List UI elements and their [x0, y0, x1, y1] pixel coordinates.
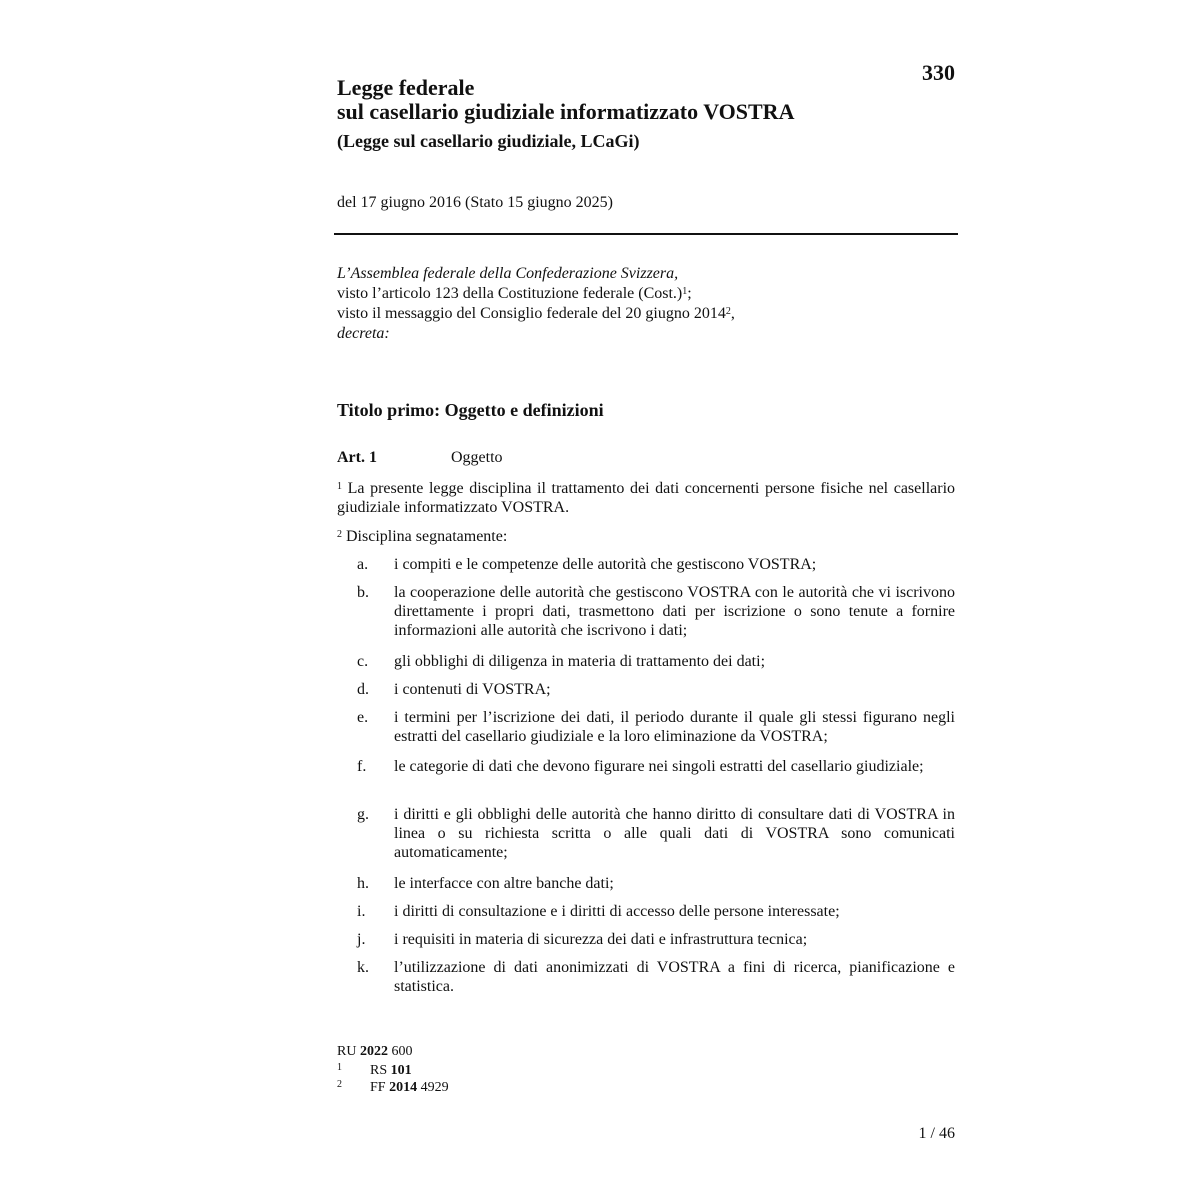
list-letter: f. [357, 758, 367, 775]
list-text: i diritti di consultazione e i diritti di accesso delle persone interessate; [394, 903, 840, 920]
footnote-text [370, 1079, 449, 1096]
document-subtitle: (Legge sul casellario giudiziale, LCaGi) [337, 131, 640, 151]
title-line-2: sul casellario giudiziale informatizzato VOSTRA [337, 99, 795, 124]
header-divider [334, 233, 958, 235]
list-item-e [357, 708, 955, 746]
list-item-i [357, 902, 955, 921]
list-item-j [357, 930, 955, 949]
footnote-prefix: RS [370, 1063, 388, 1078]
ru-reference [337, 1043, 412, 1060]
list-letter: i. [357, 903, 366, 920]
footnote-bold: 2014 [389, 1080, 418, 1095]
page-number: 1 / 46 [918, 1125, 955, 1142]
list-letter: c. [357, 653, 369, 670]
visto-1-end: ; [687, 285, 692, 302]
paragraph-text: Disciplina segnatamente: [346, 528, 508, 545]
footnote-text [370, 1062, 412, 1079]
ru-year: 2022 [359, 1044, 388, 1059]
list-letter: j. [357, 931, 366, 948]
list-text: i termini per l’iscrizione dei dati, il periodo durante il quale gli stessi figurano negli estratti del casellario giudiziale e la loro eliminazione da VOSTRA; [394, 709, 955, 745]
visto-2-end: , [730, 305, 735, 322]
footnote-1 [337, 1062, 412, 1079]
list-letter: g. [357, 806, 369, 823]
article-paragraph-2 [337, 527, 955, 546]
paragraph-number: 2 [337, 529, 342, 540]
list-letter: b. [357, 584, 369, 601]
article-heading [337, 448, 957, 468]
section-title: Titolo primo: Oggetto e definizioni [337, 400, 604, 420]
ru-page: 600 [391, 1044, 413, 1059]
paragraph-number: 1 [337, 481, 342, 492]
list-letter: h. [357, 875, 369, 892]
list-text: la cooperazione delle autorità che gestiscono VOSTRA con le autorità che vi iscrivono direttamente i propri dati, trasmettono dati per iscrizione o sono tenute a fornire informazioni alle autorità che iscrivono i dati; [394, 584, 955, 639]
list-item-a [357, 555, 955, 574]
list-letter: k. [357, 959, 369, 976]
preamble-visto-1 [337, 284, 957, 304]
preamble [337, 264, 957, 344]
document-date: del 17 giugno 2016 (Stato 15 giugno 2025) [337, 194, 613, 211]
article-title: Oggetto [451, 449, 503, 466]
document-title [337, 76, 897, 124]
list-letter: e. [357, 709, 369, 726]
visto-2-text: visto il messaggio del Consiglio federale del 20 giugno 2014 [337, 305, 726, 322]
list-text: le interfacce con altre banche dati; [394, 875, 614, 892]
list-text: gli obblighi di diligenza in materia di trattamento dei dati; [394, 653, 766, 670]
paragraph-text: La presente legge disciplina il trattamento dei dati concernenti persone fisiche nel casellario giudiziale informatizzato VOSTRA. [337, 480, 956, 516]
list-item-f [357, 757, 955, 776]
list-item-g [357, 805, 955, 862]
footnote-number: 1 [337, 1062, 342, 1073]
footnote-ref-2[interactable]: 2 [725, 306, 731, 317]
footnote-bold: 101 [390, 1063, 412, 1078]
footnote-prefix: FF [370, 1080, 386, 1095]
list-item-k [357, 958, 955, 996]
preamble-assembly: L’Assemblea federale della Confederazione Svizzera, [337, 265, 679, 282]
list-text: i diritti e gli obblighi delle autorità che hanno diritto di consultare dati di VOSTRA in linea o su richiesta scritta o alle quali dati di VOSTRA sono comunicati automaticamente; [394, 806, 955, 861]
list-text: l’utilizzazione di dati anonimizzati di VOSTRA a fini di ricerca, pianificazione e statistica. [394, 959, 955, 995]
ru-prefix: RU [337, 1044, 357, 1059]
footnote-rest: 4929 [420, 1080, 449, 1095]
list-text: i contenuti di VOSTRA; [394, 681, 551, 698]
footnote-number: 2 [337, 1079, 342, 1090]
list-item-h [357, 874, 955, 893]
list-text: i compiti e le competenze delle autorità che gestiscono VOSTRA; [394, 556, 817, 573]
title-line-1: Legge federale [337, 75, 475, 100]
article-paragraph-1 [337, 479, 955, 517]
list-letter: d. [357, 681, 369, 698]
footnote-ref-1[interactable]: 1 [682, 286, 688, 297]
article-number: Art. 1 [337, 449, 377, 466]
preamble-visto-2 [337, 304, 957, 324]
list-item-c [357, 652, 955, 671]
preamble-decreta: decreta: [337, 325, 390, 342]
footnote-2 [337, 1079, 449, 1096]
list-item-d [357, 680, 955, 699]
list-letter: a. [357, 556, 369, 573]
list-text: le categorie di dati che devono figurare nei singoli estratti del casellario giudiziale; [394, 758, 924, 775]
list-text: i requisiti in materia di sicurezza dei dati e infrastruttura tecnica; [394, 931, 808, 948]
sr-number: 330 [922, 60, 955, 85]
list-item-b [357, 583, 955, 640]
visto-1-text: visto l’articolo 123 della Costituzione federale (Cost.) [337, 285, 683, 302]
